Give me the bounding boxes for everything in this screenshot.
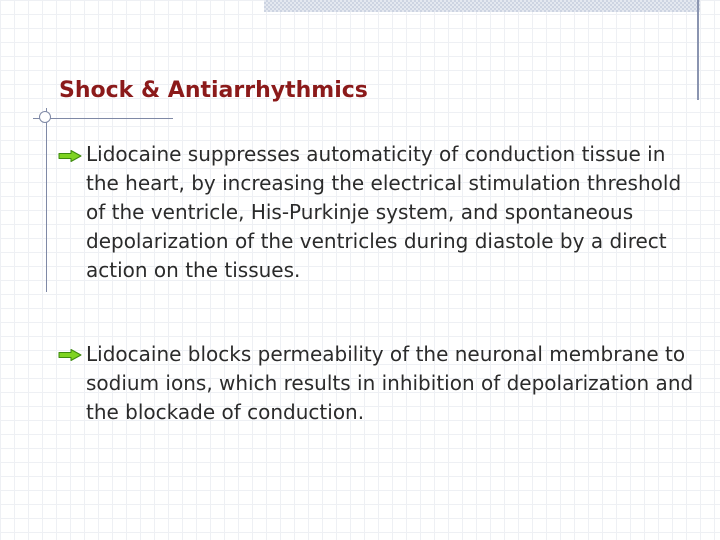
arrow-right-icon xyxy=(58,349,82,361)
top-decorative-band xyxy=(264,0,700,12)
rule-intersection-ring xyxy=(39,111,51,123)
slide-title: Shock & Antiarrhythmics xyxy=(59,78,368,103)
arrow-right-icon xyxy=(58,150,82,162)
title-underline-rule xyxy=(33,118,173,119)
bullet-text-lidocaine-automaticity: Lidocaine suppresses automaticity of conduction tissue in the heart, by increasing the electrical stimulation threshold of the ventricle, His-Purkinje system, and spontaneous depolarization of the ventricles during diastole by a direct action on the tissues. xyxy=(86,142,682,282)
bullet-text-lidocaine-sodium-block: Lidocaine blocks permeability of the neuronal membrane to sodium ions, which results in inhibition of depolarization and the blockade of conduction. xyxy=(86,342,694,424)
right-decorative-rule xyxy=(697,0,699,100)
left-vertical-rule xyxy=(46,108,47,292)
